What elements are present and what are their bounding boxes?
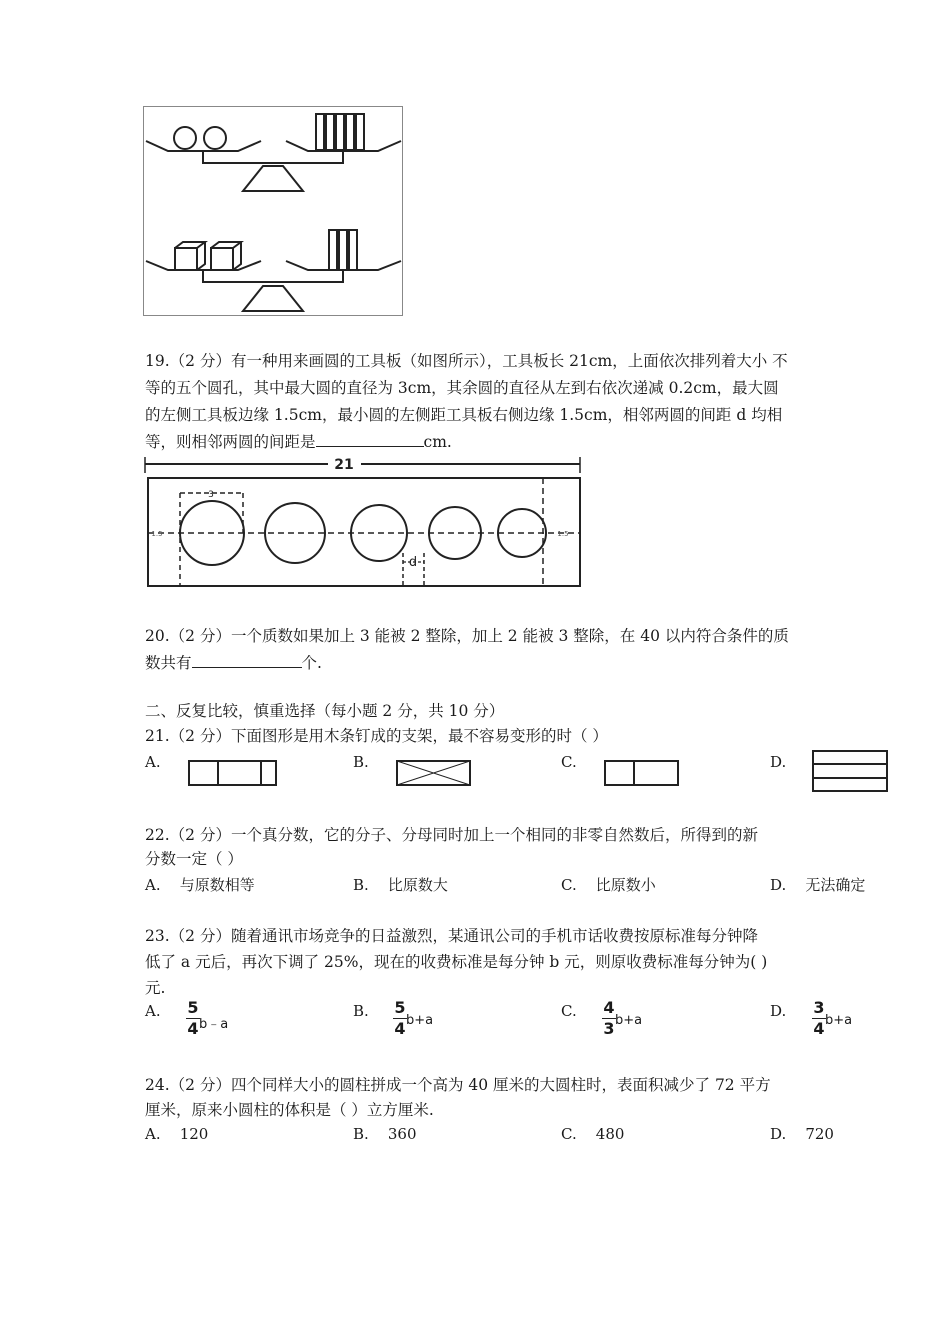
denominator: 4 [394,1019,406,1038]
option-text: 比原数小 [595,876,656,894]
option-text: 与原数相等 [179,876,255,894]
q21-option-a-label[interactable]: A. [145,753,161,771]
q23-option-d-expr: b+a [825,1013,853,1028]
frame-option-a-figure [188,760,278,788]
q23-line2: 低了 a 元后，再次下调了 25%，现在的收费标准是每分钟 b 元，则原收费标准每分钟为( ) [145,953,768,971]
q22-option-a[interactable] [145,876,255,894]
q21-stem: 21.（2 分）下面图形是用木条钉成的支架，最不容易变形的时（ ） [145,727,608,745]
q19-line4-post: cm. [423,433,452,451]
q23-line1: 23.（2 分）随着通讯市场竞争的日益激烈，某通讯公司的手机市话收费按原标准每分钟降 [145,927,758,945]
q24-line2: 厘米，原来小圆柱的体积是（ ）立方厘米. [145,1101,434,1119]
option-label: C. [561,876,577,894]
option-label: D. [770,876,787,894]
q23-option-c-expr: b+a [615,1013,643,1028]
q22-option-c[interactable] [561,876,656,894]
numerator: 4 [603,998,615,1017]
q23-option-a-fraction [186,999,200,1038]
fig-length-label: 21 [334,457,354,473]
option-text: 480 [595,1125,625,1143]
frame-option-d-figure [812,750,890,794]
q19-line4-pre: 等，则相邻两圆的间距是 [145,433,316,451]
denominator: 4 [813,1019,825,1038]
option-label: B. [353,876,369,894]
q20-line2 [145,653,322,673]
option-text: 720 [805,1125,834,1143]
q21-option-b-label[interactable]: B. [353,753,369,771]
q23-option-b-expr: b+a [406,1013,434,1028]
q23-option-a-expr: b﹣a [199,1017,229,1032]
q24-line1: 24.（2 分）四个同样大小的圆柱拼成一个高为 40 厘米的大圆柱时，表面积减少了 72 平方 [145,1076,771,1094]
q24-option-c[interactable] [561,1125,624,1143]
option-text: 无法确定 [805,876,866,894]
option-label: C. [561,1125,577,1143]
q23-option-a-label[interactable]: A. [145,1002,161,1020]
answer-blank[interactable] [192,653,302,668]
option-text: 比原数大 [387,876,448,894]
q24-option-d[interactable] [770,1125,834,1143]
frame-option-c-figure [604,760,680,788]
q22-line1: 22.（2 分）一个真分数，它的分子、分母同时加上一个相同的非零自然数后，所得到的新 [145,826,758,844]
fig-left-margin-label: 1.5 [151,530,163,538]
q21-option-d-label[interactable]: D. [770,753,787,771]
option-label: D. [770,1125,787,1143]
numerator: 5 [394,998,406,1017]
q19-line1: 19.（2 分）有一种用来画圆的工具板（如图所示），工具板长 21cm，上面依次排列着大小 不 [145,352,788,370]
q23-option-d-fraction [812,999,826,1038]
q19-line4 [145,432,452,452]
q20-line1: 20.（2 分）一个质数如果加上 3 能被 2 整除，加上 2 能被 3 整除，在 40 以内符合条件的质 [145,627,789,645]
q19-line3: 的左侧工具板边缘 1.5cm，最小圆的左侧距工具板右侧边缘 1.5cm，相邻两圆的间距 d 均相 [145,406,783,424]
fig-right-margin-label: 1.5 [557,530,569,538]
fig-diameter-label: 3 [208,490,214,500]
q20-line2-pre: 数共有 [145,654,192,672]
q22-line2: 分数一定（ ） [145,850,243,868]
option-label: A. [145,876,161,894]
q22-option-b[interactable] [353,876,448,894]
q22-option-d[interactable] [770,876,865,894]
q19-line2: 等的五个圆孔，其中最大圆的直径为 3cm，其余圆的直径从左到右依次递减 0.2cm，最大圆 [145,379,779,397]
q24-option-b[interactable] [353,1125,417,1143]
option-text: 120 [179,1125,209,1143]
option-label: A. [145,1125,161,1143]
fig-d-label: d [408,555,418,570]
q21-option-c-label[interactable]: C. [561,753,577,771]
q23-option-b-fraction [393,999,407,1038]
answer-blank[interactable] [316,432,424,447]
section-title: 二、反复比较，慎重选择（每小题 2 分，共 10 分） [145,702,505,720]
q23-option-b-label[interactable]: B. [353,1002,369,1020]
q24-option-a[interactable] [145,1125,208,1143]
denominator: 3 [603,1019,615,1038]
balance-scale-figure [143,106,403,316]
frame-option-b-figure [396,760,472,788]
circle-tool-board-figure [143,455,583,590]
numerator: 3 [813,998,825,1017]
q23-option-c-fraction [602,999,616,1038]
q23-line3: 元. [145,979,166,997]
q20-line2-post: 个. [301,654,322,672]
denominator: 4 [187,1019,199,1038]
q23-option-c-label[interactable]: C. [561,1002,577,1020]
option-text: 360 [387,1125,417,1143]
option-label: B. [353,1125,369,1143]
q23-option-d-label[interactable]: D. [770,1002,787,1020]
numerator: 5 [187,998,199,1017]
